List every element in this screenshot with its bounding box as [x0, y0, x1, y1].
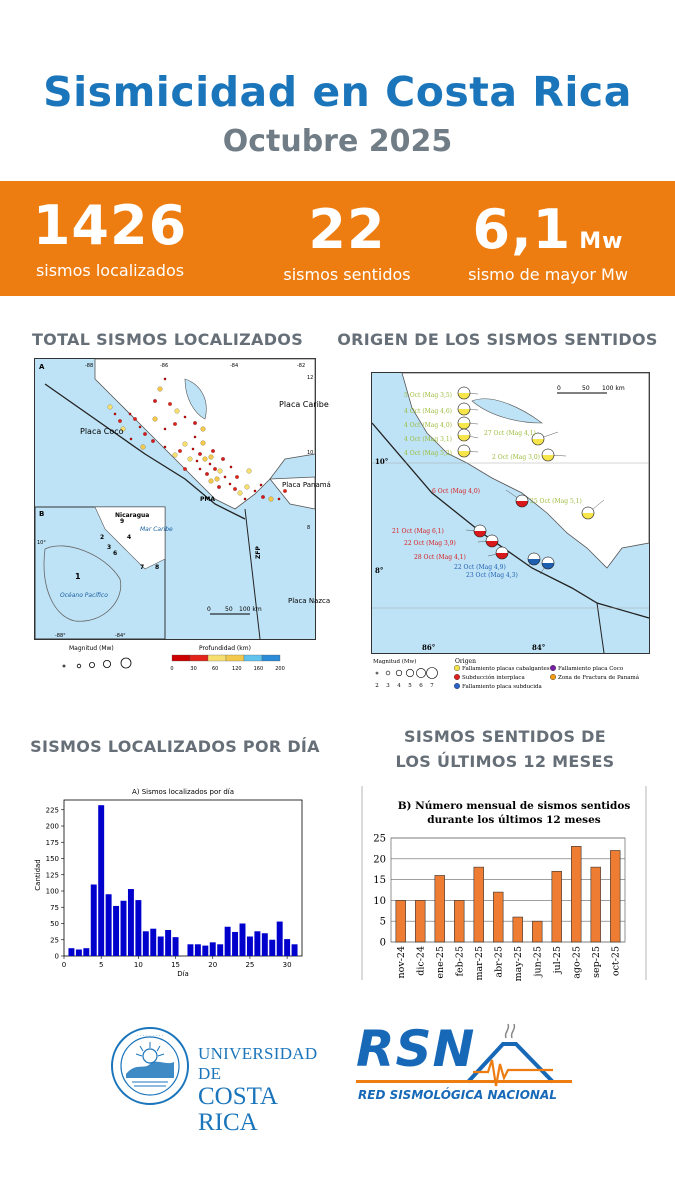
focal-mechanism-half — [486, 535, 498, 541]
legend-mag-circle — [103, 660, 110, 667]
legend-mag-title: Magnitud (Mw) — [69, 645, 114, 652]
daily-xtick-label: 20 — [208, 961, 218, 969]
event-label: 2 Oct (Mag 3,0) — [492, 454, 541, 461]
depth-tick-label: 160 — [253, 666, 264, 672]
inset-num-4: 4 — [127, 534, 132, 541]
epicenter-dot — [283, 489, 287, 493]
section-felt-title-line1: SISMOS SENTIDOS DE — [404, 727, 606, 746]
epicenter-dot — [221, 457, 225, 461]
plate-caribe-label: Placa Caribe — [279, 400, 329, 409]
monthly-xtick-label: oct-25 — [610, 946, 622, 977]
daily-xtick-label: 25 — [245, 961, 255, 969]
epicenter-dot — [133, 417, 137, 421]
daily-bar — [217, 944, 223, 956]
depth-tick-label: 200 — [275, 666, 285, 672]
focal-mechanism-half — [474, 525, 486, 531]
monthly-ytick-label: 25 — [373, 833, 386, 845]
daily-bar — [210, 942, 216, 956]
epicenter-dot — [164, 428, 166, 430]
scale-50: 50 — [582, 385, 590, 392]
daily-bar — [173, 937, 179, 956]
event-label: 21 Oct (Mag 6,1) — [392, 528, 444, 535]
daily-xtick-label: 10 — [133, 961, 143, 969]
daily-ytick-label: 0 — [54, 952, 59, 961]
stat-located — [20, 194, 200, 280]
section-origin-title: ORIGEN DE LOS SISMOS SENTIDOS — [337, 330, 658, 349]
epicenter-dot — [108, 405, 113, 410]
legend-mag-circle — [386, 671, 390, 675]
monthly-xtick-label: mar-25 — [473, 946, 485, 981]
epicenter-dot — [229, 483, 231, 485]
epicenter-dot — [254, 490, 256, 492]
event-label: 4 Oct (Mag 4,0) — [404, 422, 453, 429]
legend-mag-title: Magnitud (Mw) — [373, 659, 417, 665]
inset-num-8: 8 — [155, 564, 160, 571]
legend-mag-value: 5 — [408, 683, 412, 689]
inset-num-3: 3 — [107, 544, 112, 551]
svg-text:· · · · · · · · ·: · · · · · · · · · — [136, 1033, 164, 1039]
legend-depth-bar — [170, 655, 284, 672]
inset-lat-label: 10° — [37, 540, 46, 546]
map-origin-legend — [371, 655, 661, 695]
epicenter-dot — [199, 468, 201, 470]
stat-max-unit: Mw — [579, 229, 624, 254]
lat-label-10: 10 — [307, 450, 314, 456]
daily-bar — [91, 885, 97, 957]
lat-label-8: 8 — [307, 525, 311, 531]
monthly-chart-title-2: durante los últimos 12 meses — [427, 814, 601, 826]
depth-tick-label: 60 — [212, 666, 219, 672]
epicenter-dot — [245, 485, 250, 490]
epicenter-dot — [194, 436, 196, 438]
monthly-bar — [610, 850, 620, 942]
zfp-label: ZFP — [255, 546, 262, 559]
epicenter-dot — [235, 475, 239, 479]
event-label: 22 Oct (Mag 4,9) — [454, 564, 506, 571]
inset-num-2: 2 — [100, 534, 105, 541]
legend-origin-label: Subducción interplaca — [462, 675, 525, 681]
section-total-title: TOTAL SISMOS LOCALIZADOS — [31, 330, 304, 349]
epicenter-dot — [203, 457, 208, 462]
monthly-bar — [493, 892, 503, 942]
legend-mag-circle — [121, 658, 131, 668]
ucr-line2: COSTA RICA — [198, 1083, 277, 1136]
epicenter-dot — [198, 452, 202, 456]
ucr-line1: UNIVERSIDAD DE — [198, 1044, 318, 1083]
daily-xtick-label: 0 — [61, 961, 67, 969]
epicenter-dot — [141, 445, 146, 450]
depth-swatch — [172, 655, 190, 661]
depth-swatch — [262, 655, 280, 661]
focal-mechanism-half — [496, 547, 508, 553]
epicenter-dot — [193, 421, 197, 425]
depth-swatch — [226, 655, 244, 661]
monthly-bar — [396, 900, 406, 942]
daily-bar — [187, 944, 193, 956]
daily-bar — [165, 930, 171, 956]
epicenter-dot — [211, 449, 215, 453]
daily-bar — [254, 931, 260, 956]
legend-mag-value: 6 — [419, 683, 423, 689]
scale-0: 0 — [557, 385, 561, 392]
epicenter-dot — [178, 449, 182, 453]
event-label: 6 Oct (Mag 4,0) — [432, 488, 481, 495]
legend-origin-title: Origen — [455, 658, 476, 665]
inset-num-7: 7 — [140, 564, 145, 571]
monthly-ytick-label: 20 — [373, 854, 386, 866]
event-label: 22 Oct (Mag 3,9) — [404, 540, 456, 547]
daily-ytick-label: 200 — [45, 822, 59, 831]
monthly-chart — [361, 786, 647, 980]
daily-chart-xlabel: Día — [177, 970, 189, 978]
event-label: 23 Oct (Mag 4,3) — [466, 572, 518, 579]
epicenter-dot — [173, 453, 178, 458]
legend-origin-label: Fallamiento placa Coco — [558, 666, 624, 672]
daily-ytick-label: 175 — [45, 838, 59, 847]
daily-bar — [128, 889, 134, 956]
ucr-seal-icon — [110, 1026, 190, 1106]
daily-bar — [106, 894, 112, 956]
daily-bar — [202, 946, 208, 956]
daily-bar — [83, 948, 89, 956]
epicenter-dot — [188, 457, 193, 462]
lon-label-84: 84° — [532, 643, 546, 652]
epicenter-dot — [261, 495, 265, 499]
rsn-name: RED SISMOLÓGICA NACIONAL — [358, 1088, 557, 1102]
monthly-bar — [474, 867, 484, 942]
legend-origin-swatch — [454, 674, 460, 680]
legend-origin-label: Fallamiento placas cabalgantes — [462, 666, 550, 672]
legend-origin-label: Fallamiento placa subducida — [462, 684, 542, 690]
epicenter-dot — [215, 477, 220, 482]
daily-bar — [113, 906, 119, 956]
depth-swatch — [190, 655, 208, 661]
epicenter-dot — [130, 438, 132, 440]
inset-num-1: 1 — [75, 572, 81, 581]
epicenter-dot — [218, 469, 223, 474]
rsn-abbr: RSN — [356, 1020, 476, 1078]
monthly-chart-title-1: B) Número mensual de sismos sentidos — [397, 800, 631, 812]
epicenter-dot — [164, 378, 166, 380]
daily-bar — [277, 922, 283, 956]
monthly-bar — [415, 900, 425, 942]
focal-mechanism-half — [542, 557, 554, 563]
depth-tick-label: 0 — [170, 666, 174, 672]
epicenter-dot — [269, 497, 274, 502]
scale-100: 100 km — [239, 606, 262, 613]
daily-bar — [158, 937, 164, 957]
map-total-legend — [34, 641, 314, 679]
monthly-xtick-label: abr-25 — [493, 946, 505, 978]
lat-label-12: 12 — [307, 375, 314, 381]
event-label: 4 Oct (Mag 3,1) — [404, 436, 453, 443]
daily-bar — [247, 937, 253, 957]
legend-mag-value: 7 — [430, 683, 434, 689]
stat-located-label: sismos localizados — [35, 261, 185, 280]
pma-label: PMA — [200, 496, 216, 503]
epicenter-dot — [260, 484, 262, 486]
epicenter-dot — [158, 387, 163, 392]
monthly-ytick-label: 10 — [373, 895, 386, 907]
daily-chart-panel — [36, 780, 306, 980]
scale-100: 100 km — [602, 385, 625, 392]
fracture-zone-line — [245, 509, 260, 639]
daily-bar — [135, 900, 141, 956]
event-label: 27 Oct (Mag 4,1) — [484, 430, 536, 437]
plate-nazca-label: Placa Nazca — [288, 597, 331, 605]
epicenter-dot — [183, 467, 187, 471]
map-total-located — [34, 358, 331, 640]
legend-mag-circle — [89, 662, 94, 667]
daily-bar — [262, 933, 268, 956]
stat-felt — [262, 198, 432, 284]
monthly-bar — [513, 917, 523, 942]
daily-bar — [98, 805, 104, 956]
event-label: 25 Oct (Mag 5,1) — [530, 498, 582, 505]
daily-ytick-label: 50 — [50, 920, 59, 928]
monthly-xtick-label: feb-25 — [454, 946, 466, 977]
legend-origin-swatch — [454, 665, 460, 671]
stat-max — [448, 198, 648, 284]
daily-chart-title: A) Sismos localizados por día — [131, 788, 235, 796]
epicenter-dot — [175, 409, 180, 414]
lon-label-86: 86° — [422, 643, 436, 652]
monthly-bar — [552, 871, 562, 942]
inset-num-9: 9 — [120, 518, 125, 525]
map-origin-felt — [371, 372, 650, 654]
legend-mag-circle — [63, 665, 65, 667]
daily-ytick-label: 225 — [45, 806, 59, 815]
monthly-xtick-label: ene-25 — [434, 946, 446, 979]
depth-swatch — [244, 655, 262, 661]
scale-0: 0 — [207, 606, 211, 613]
section-felt-title-line2: LOS ÚLTIMOS 12 MESES — [395, 752, 615, 771]
daily-ytick-label: 125 — [45, 871, 59, 880]
monthly-bar — [532, 921, 542, 942]
monthly-xtick-label: sep-25 — [590, 946, 602, 978]
epicenter-dot — [153, 399, 157, 403]
daily-xtick-label: 15 — [171, 961, 181, 969]
epicenter-dot — [224, 476, 226, 478]
epicenter-dot — [168, 402, 172, 406]
legend-mag-circle — [77, 664, 81, 668]
lon-label-88: -88 — [85, 363, 94, 369]
epicenter-dot — [230, 466, 232, 468]
lat-label-8: 8° — [375, 566, 384, 575]
daily-ytick-label: 150 — [45, 855, 59, 863]
depth-tick-label: 30 — [190, 666, 197, 672]
daily-bar — [225, 927, 231, 956]
epicenter-dot — [278, 498, 280, 500]
inset-lon-88: -88° — [55, 633, 66, 639]
daily-bar — [240, 924, 246, 957]
monthly-bar — [591, 867, 601, 942]
daily-ytick-label: 75 — [50, 903, 59, 912]
daily-chart-ylabel: Cantidad — [34, 859, 42, 891]
legend-mag-value: 3 — [386, 683, 390, 689]
legend-depth-title: Profundidad (km) — [199, 645, 251, 652]
epicenter-dot — [196, 460, 198, 462]
event-label: 28 Oct (Mag 4,1) — [414, 554, 466, 561]
monthly-xtick-label: ago-25 — [571, 946, 583, 979]
plate-panama-label: Placa Panamá — [282, 481, 331, 489]
panel-b-label: B — [39, 510, 45, 518]
epicenter-dot — [201, 441, 206, 446]
daily-xtick-label: 30 — [282, 961, 292, 969]
daily-bar — [76, 950, 82, 957]
epicenter-dot — [164, 446, 166, 448]
epicenter-dot — [118, 419, 122, 423]
stat-max-label: sismo de mayor Mw — [468, 265, 628, 284]
monthly-axes-frame — [391, 838, 625, 942]
epicenter-dot — [143, 432, 147, 436]
monthly-bar — [454, 900, 464, 942]
monthly-xtick-label: dic-24 — [415, 946, 427, 976]
stat-located-value: 1426 — [32, 194, 188, 257]
monthly-ytick-label: 5 — [379, 916, 386, 928]
daily-bar — [284, 939, 290, 956]
page-title: Sismicidad en Costa Rica — [43, 68, 632, 116]
inset-caribe-label: Mar Caribe — [140, 526, 173, 533]
rsn-volcano-icon — [468, 1020, 572, 1095]
epicenter-dot — [139, 426, 141, 428]
lat-label-10: 10° — [375, 457, 389, 466]
epicenter-dot — [153, 417, 158, 422]
monthly-bar — [435, 875, 445, 942]
epicenter-dot — [213, 467, 217, 471]
stat-max-value: 6,1 — [472, 198, 572, 261]
epicenter-dot — [247, 469, 252, 474]
inset-num-6: 6 — [113, 550, 118, 557]
daily-ytick-label: 100 — [45, 887, 59, 896]
legend-mag-value: 4 — [397, 683, 401, 689]
daily-bar — [121, 901, 127, 956]
epicenter-dot — [129, 413, 131, 415]
focal-mechanism-half — [528, 553, 540, 559]
monthly-chart-panel — [361, 786, 647, 980]
inset-lon-84: -84° — [115, 633, 126, 639]
legend-origin-swatch — [550, 665, 556, 671]
epicenter-dot — [238, 491, 243, 496]
daily-bar — [68, 948, 74, 956]
map-total-svg — [35, 359, 331, 639]
section-felt-title — [370, 724, 640, 774]
fracture-line — [597, 603, 604, 653]
rsn-divider — [356, 1080, 572, 1083]
map-origin-svg — [372, 373, 649, 653]
rsn-logo — [356, 1020, 572, 1110]
epicenter-dot — [209, 455, 214, 460]
daily-chart — [36, 780, 306, 980]
legend-mag-circles — [375, 668, 437, 690]
event-label: 4 Oct (Mag 5,2) — [404, 450, 453, 457]
epicenter-dot — [151, 439, 155, 443]
stat-felt-value: 22 — [308, 198, 386, 261]
daily-bar — [195, 944, 201, 956]
legend-origin-items — [454, 665, 640, 690]
epicenter-dot — [201, 427, 206, 432]
scale-50: 50 — [225, 606, 233, 613]
land-shape — [402, 373, 649, 568]
epicenter-dot — [244, 498, 246, 500]
epicenter-dot — [209, 479, 214, 484]
monthly-xtick-label: may-25 — [512, 946, 524, 982]
legend-mag-circle — [376, 672, 378, 674]
page-subtitle: Octubre 2025 — [222, 124, 453, 159]
epicenter-dot — [205, 472, 209, 476]
lon-label-84: -84 — [230, 363, 239, 369]
daily-xtick-label: 5 — [98, 961, 104, 969]
epicenter-dot — [209, 463, 211, 465]
lon-label-82: -82 — [297, 363, 306, 369]
legend-origin-swatch — [550, 674, 556, 680]
monthly-xtick-label: jul-25 — [551, 946, 563, 974]
epicenter-dot — [192, 448, 194, 450]
inset-nicaragua-label: Nicaragua — [115, 512, 150, 519]
epicenter-dot — [233, 487, 237, 491]
daily-bar — [292, 944, 298, 956]
epicenter-dot — [184, 416, 186, 418]
legend-origin-label: Zona de Fractura de Panamá — [558, 675, 640, 681]
monthly-xtick-label: nov-24 — [395, 946, 407, 979]
depth-swatch — [208, 655, 226, 661]
ucr-logo-text — [198, 1044, 338, 1136]
section-daily-title: SISMOS LOCALIZADOS POR DÍA — [30, 737, 320, 756]
monthly-xtick-label: jun-25 — [532, 946, 544, 977]
event-label: 5 Oct (Mag 3,5) — [404, 392, 453, 399]
daily-ytick-label: 25 — [50, 936, 59, 945]
inset-pacifico-label: Océano Pacífico — [60, 592, 108, 599]
epicenter-dot — [217, 485, 221, 489]
monthly-ytick-label: 15 — [373, 875, 386, 887]
stats-band — [0, 181, 675, 296]
lon-label-86: -86 — [160, 363, 169, 369]
epicenter-dot — [114, 413, 116, 415]
daily-bar — [269, 940, 275, 956]
daily-bar — [143, 931, 149, 956]
legend-mag-circle — [396, 670, 402, 676]
epicenter-dot — [173, 422, 177, 426]
monthly-ytick-label: 0 — [379, 937, 386, 949]
ucr-seal — [110, 1026, 190, 1106]
depth-tick-label: 120 — [232, 666, 242, 672]
epicenter-dot — [183, 442, 188, 447]
legend-mag-circle — [416, 668, 425, 677]
legend-mag-circle — [406, 669, 413, 676]
daily-bar — [232, 932, 238, 956]
legend-mag-circle — [427, 668, 438, 679]
event-label: 4 Oct (Mag 4,6) — [404, 408, 453, 415]
legend-mag-value: 2 — [375, 683, 379, 689]
panel-a-label: A — [39, 363, 45, 371]
plate-coco-label: Placa Coco — [80, 427, 124, 436]
monthly-bar — [571, 846, 581, 942]
daily-bar — [150, 929, 156, 956]
stat-felt-label: sismos sentidos — [283, 265, 411, 284]
legend-origin-swatch — [454, 683, 460, 689]
